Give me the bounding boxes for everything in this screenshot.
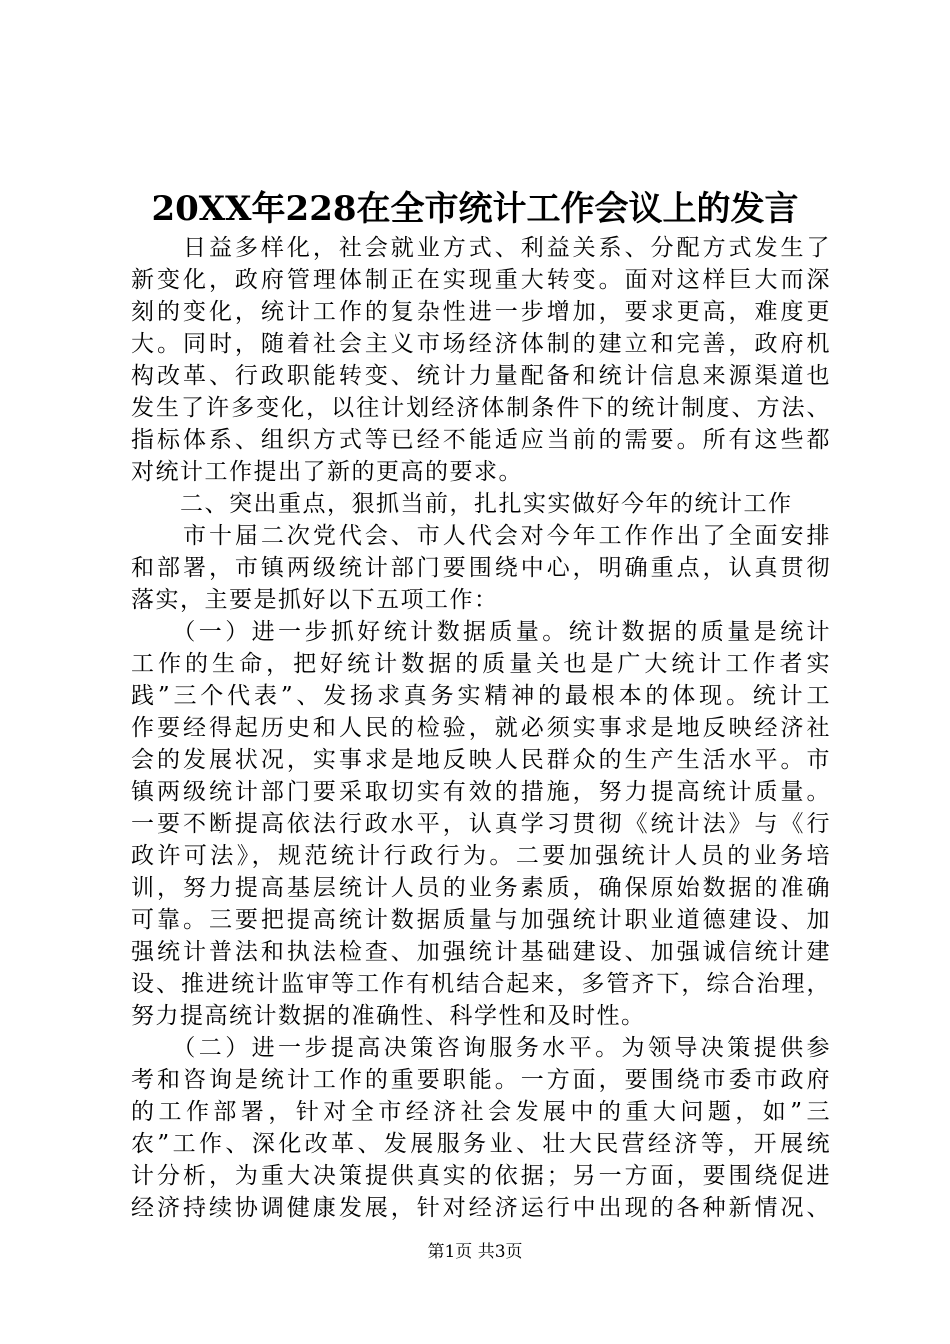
body-line: 二、突出重点，狠抓当前，扎扎实实做好今年的统计工作 xyxy=(131,491,793,517)
body-line: （二）进一步提高决策咨询服务水平。为领导决策提供参 xyxy=(131,1035,831,1061)
document-body xyxy=(131,232,831,1224)
body-line: 强统计普法和执法检查、加强统计基础建设、加强诚信统计建 xyxy=(131,939,831,965)
body-line: 发生了许多变化，以往计划经济体制条件下的统计制度、方法、 xyxy=(131,395,831,421)
body-line: 构改革、行政职能转变、统计力量配备和统计信息来源渠道也 xyxy=(131,363,831,389)
body-line: 农”工作、深化改革、发展服务业、壮大民营经济等，开展统 xyxy=(131,1131,831,1157)
body-line: 的工作部署，针对全市经济社会发展中的重大问题，如”三 xyxy=(131,1099,831,1125)
body-line: 政许可法》，规范统计行政行为。二要加强统计人员的业务培 xyxy=(131,843,831,869)
body-line: 镇两级统计部门要采取切实有效的措施，努力提高统计质量。 xyxy=(131,779,831,805)
body-line: 对统计工作提出了新的更高的要求。 xyxy=(131,459,523,485)
body-line: 工作的生命，把好统计数据的质量关也是广大统计工作者实 xyxy=(131,651,831,677)
page-footer: 第1页 共3页 xyxy=(427,1242,523,1262)
body-line: 指标体系、组织方式等已经不能适应当前的需要。所有这些都 xyxy=(131,427,831,453)
body-line: （一）进一步抓好统计数据质量。统计数据的质量是统计 xyxy=(131,619,831,645)
body-line: 考和咨询是统计工作的重要职能。一方面，要围绕市委市政府 xyxy=(131,1067,831,1093)
body-line: 会的发展状况，实事求是地反映人民群众的生产生活水平。市 xyxy=(131,747,831,773)
body-line: 训，努力提高基层统计人员的业务素质，确保原始数据的准确 xyxy=(131,875,831,901)
body-line: 一要不断提高依法行政水平，认真学习贯彻《统计法》与《行 xyxy=(131,811,831,837)
body-line: 努力提高统计数据的准确性、科学性和及时性。 xyxy=(131,1003,646,1029)
body-line: 可靠。三要把提高统计数据质量与加强统计职业道德建设、加 xyxy=(131,907,831,933)
body-line: 和部署，市镇两级统计部门要围绕中心，明确重点，认真贯彻 xyxy=(131,555,831,581)
body-line: 作要经得起历史和人民的检验，就必须实事求是地反映经济社 xyxy=(131,715,831,741)
body-line: 落实，主要是抓好以下五项工作： xyxy=(131,587,499,613)
document-title: 20XX年228在全市统计工作会议上的发言 xyxy=(151,189,799,229)
body-line: 新变化，政府管理体制正在实现重大转变。面对这样巨大而深 xyxy=(131,267,831,293)
body-line: 市十届二次党代会、市人代会对今年工作作出了全面安排 xyxy=(131,523,831,549)
body-line: 设、推进统计监审等工作有机结合起来，多管齐下，综合治理， xyxy=(131,971,831,997)
body-line: 践”三个代表”、发扬求真务实精神的最根本的体现。统计工 xyxy=(131,683,831,709)
body-line: 刻的变化，统计工作的复杂性进一步增加，要求更高，难度更 xyxy=(131,299,831,325)
body-line: 经济持续协调健康发展，针对经济运行中出现的各种新情况、 xyxy=(131,1195,831,1221)
body-line: 日益多样化，社会就业方式、利益关系、分配方式发生了 xyxy=(131,235,831,261)
body-line: 大。同时，随着社会主义市场经济体制的建立和完善，政府机 xyxy=(131,331,831,357)
body-line: 计分析，为重大决策提供真实的依据；另一方面，要围绕促进 xyxy=(131,1163,831,1189)
